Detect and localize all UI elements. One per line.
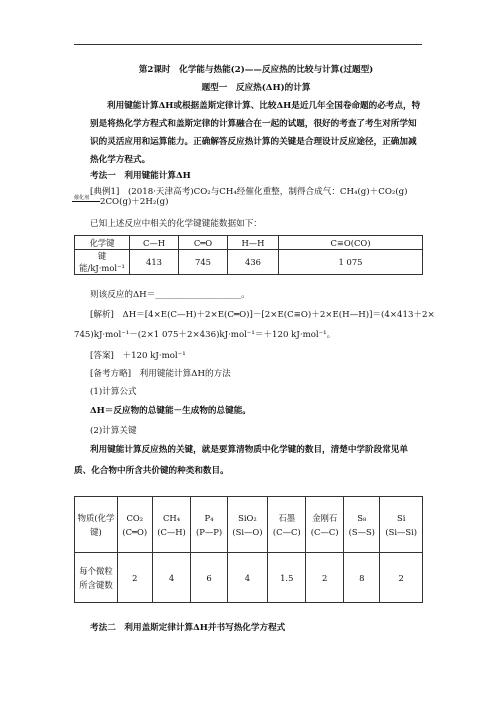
count-cell: 4 (152, 553, 191, 603)
substance-name: P₄ (204, 512, 214, 523)
substance-name: 金刚石 (312, 512, 338, 523)
bond-type: (C—C) (272, 526, 301, 537)
substance-name: CH₄ (162, 512, 181, 523)
row-label: 键能/kJ·mol⁻¹ (75, 250, 130, 275)
intro-paragraph: 利用键能计算ΔH或根据盖斯定律计算、比较ΔH是近几年全国卷命题的必考点，特别是将热化学方程式和盖斯定律的计算融合在一起的试题，很好的考查了考生对所学知识的灵活应用和运算能力。正确解答反应热计算的关键是合理设计反应途径，正确加减热化学方程式。 (90, 101, 421, 165)
count-cell: 4 (227, 553, 268, 603)
catalyst-label: 催化剂 (74, 195, 90, 201)
count-cell: 2 (118, 553, 153, 603)
count-cell: 2 (380, 553, 423, 603)
header-cell: H—H (228, 236, 279, 250)
table-row (75, 250, 423, 275)
substance-cell (191, 497, 227, 553)
substance-cell (380, 497, 423, 553)
analysis-line-1: [解析] ΔH＝[4×E(C—H)＋2×E(C═O)]－[2×E(C≡O)＋2×E(H—H)]＝(4×413＋2× (90, 310, 435, 320)
value-cell: 413 (130, 250, 179, 275)
substance-name: SiO₂ (238, 512, 257, 523)
count-cell: 8 (344, 553, 380, 603)
method-heading: [备考方略] 利用键能计算ΔH的方法 (90, 369, 231, 379)
substance-name: 石墨 (278, 512, 296, 523)
bond-type: (C—H) (157, 526, 186, 537)
substance-name: Si (397, 512, 406, 523)
value-cell: 1 075 (279, 250, 423, 275)
point2-heading: 考法二 利用盖斯定律计算ΔH并书写热化学方程式 (90, 623, 286, 633)
key-paragraph: 利用键能计算反应热的关键，就是要算清物质中化学键的数目，清楚中学阶段常见单质、化合物中所含共价键的种类和数目。 (74, 445, 408, 476)
count-cell: 6 (191, 553, 227, 603)
header-cell: C—H (130, 236, 179, 250)
table-row (75, 497, 423, 553)
bond-count-table (74, 496, 423, 603)
substance-cell (306, 497, 344, 553)
answer-text: [答案] ＋120 kJ·mol⁻¹ (90, 351, 186, 361)
substance-cell (344, 497, 380, 553)
substance-cell (268, 497, 306, 553)
table-row (75, 553, 423, 603)
count-cell: 1.5 (268, 553, 306, 603)
header-cell: 化学键 (75, 236, 130, 250)
example-line-1: [典例1] (2018·天津高考)CO₂与CH₄经催化重整，制得合成气：CH₄(g)＋CO₂(g) (90, 187, 408, 197)
header-cell: 物质(化学键) (75, 497, 118, 553)
topic-title: 题型一 反应热(ΔH)的计算 (201, 83, 311, 93)
bond-type: (Si—O) (232, 526, 263, 537)
header-cell: C═O (179, 236, 228, 250)
value-cell: 745 (179, 250, 228, 275)
value-cell: 436 (228, 250, 279, 275)
bond-type: (P—P) (195, 526, 223, 537)
header-rule (74, 44, 422, 45)
substance-name: CO₂ (126, 512, 144, 523)
formula-text: ΔH＝反应物的总键能－生成物的总键能。 (90, 406, 251, 416)
known-data-text: 已知上述反应中相关的化学键键能数据如下： (90, 219, 262, 229)
substance-cell (152, 497, 191, 553)
bond-type: (S—S) (348, 526, 375, 537)
reaction-arrow (72, 201, 100, 202)
table-row (75, 236, 423, 250)
point1-heading: 考法一 利用键能计算ΔH (90, 171, 191, 181)
formula-heading: (1)计算公式 (90, 387, 137, 397)
substance-cell (227, 497, 268, 553)
lesson-title: 第2课时 化学能与热能(2)——反应热的比较与计算(过题型) (138, 65, 374, 75)
bond-energy-table (74, 235, 423, 275)
key-heading: (2)计算关键 (90, 426, 137, 436)
row-label: 每个微粒所含键数 (75, 553, 118, 603)
header-cell: C≡O(CO) (279, 236, 423, 250)
analysis-line-2: 745)kJ·mol⁻¹－(2×1 075＋2×436)kJ·mol⁻¹＝＋120 kJ·mol⁻¹。 (74, 330, 336, 340)
question-text: 则该反应的ΔH＝____________________。 (90, 290, 250, 300)
bond-type: (Si—Si) (385, 526, 418, 537)
bond-type: (C—C) (310, 526, 339, 537)
substance-cell (118, 497, 153, 553)
count-cell: 2 (306, 553, 344, 603)
substance-name: S₈ (357, 512, 367, 523)
bond-type: (C═O) (122, 526, 148, 537)
example-line-2: 2CO(g)＋2H₂(g) (100, 197, 169, 207)
